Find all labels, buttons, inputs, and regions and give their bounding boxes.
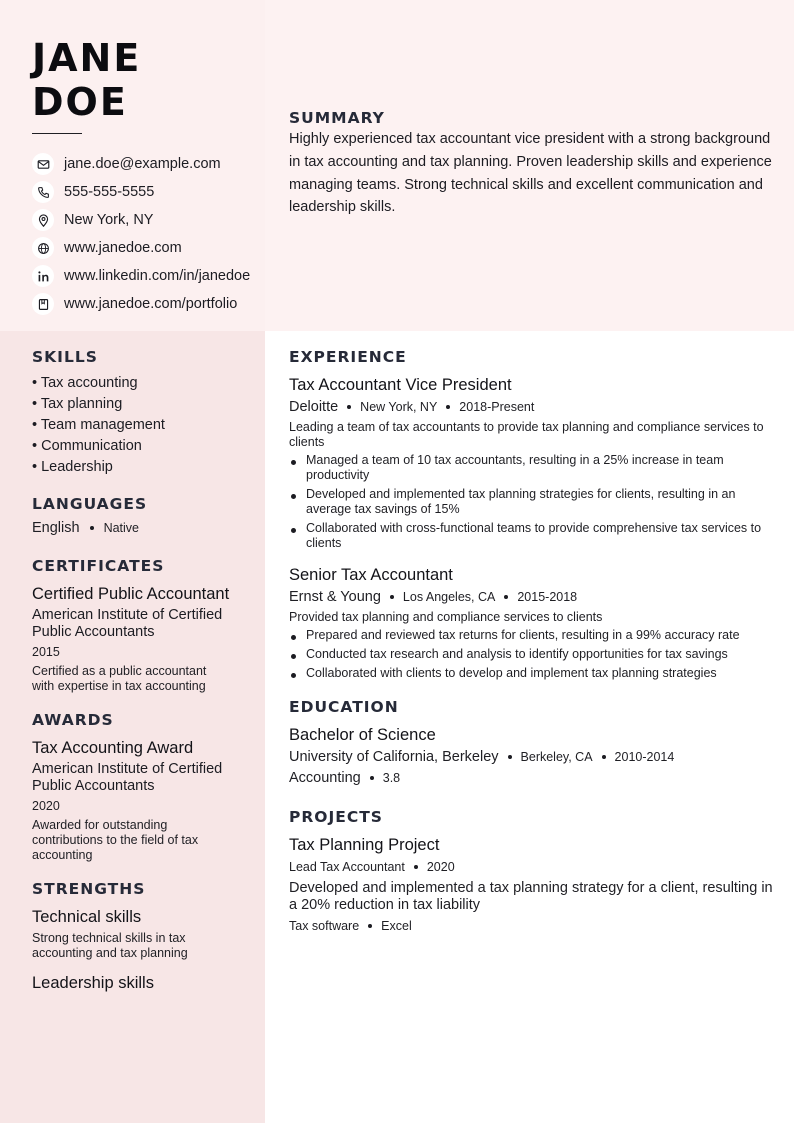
- strength-name: Leadership skills: [32, 974, 154, 992]
- job-dates: 2018-Present: [459, 400, 535, 414]
- strength-name: Technical skills: [32, 908, 142, 926]
- separator-dot: [414, 865, 418, 869]
- contact-email-text: jane.doe@example.com: [64, 156, 221, 172]
- contact-location: [32, 206, 264, 234]
- projects-section: [289, 807, 774, 935]
- location-pin-icon: [32, 209, 54, 231]
- job-location: Los Angeles, CA: [402, 590, 496, 604]
- separator-dot: [602, 755, 606, 759]
- education-field-meta: [289, 769, 774, 787]
- strengths-heading: STRENGTHS: [32, 880, 146, 898]
- separator-dot: [446, 405, 450, 409]
- separator-dot: [390, 595, 394, 599]
- degree: Bachelor of Science: [289, 726, 436, 744]
- award-issuer: American Institute of Certified Public Accountants: [32, 761, 223, 794]
- award-name: Tax Accounting Award: [32, 739, 194, 757]
- skills-heading: SKILLS: [32, 348, 98, 366]
- job-entry: [289, 375, 774, 551]
- certificates-heading: CERTIFICATES: [32, 557, 165, 575]
- project-year: 2020: [426, 860, 455, 874]
- strengths-section: [32, 879, 232, 993]
- awards-heading: AWARDS: [32, 711, 114, 729]
- contact-portfolio[interactable]: [32, 290, 264, 318]
- job-location: New York, NY: [360, 400, 438, 414]
- education-heading: EDUCATION: [289, 698, 399, 716]
- skill-item: • Communication: [32, 438, 142, 454]
- job-title: Senior Tax Accountant: [289, 566, 453, 584]
- contact-portfolio-text: www.janedoe.com/portfolio: [64, 296, 238, 312]
- project-tool: Excel: [381, 919, 412, 933]
- separator-dot: [347, 405, 351, 409]
- job-description: Provided tax planning and compliance services to clients: [289, 610, 603, 624]
- language-item: [32, 520, 232, 536]
- globe-icon: [32, 237, 54, 259]
- job-meta: [289, 398, 774, 416]
- job-company: Deloitte: [289, 399, 339, 415]
- job-bullets: [289, 453, 774, 551]
- strength-description: Strong technical skills in tax accounting and tax planning: [32, 931, 188, 960]
- summary-heading: SUMMARY: [289, 109, 385, 127]
- certificate-year: 2015: [32, 645, 60, 659]
- certificate-issuer: American Institute of Certified Public Accountants: [32, 607, 223, 640]
- left-column: [32, 347, 232, 993]
- project-meta: [289, 858, 774, 876]
- project-tools: [289, 917, 774, 935]
- skill-item: • Tax accounting: [32, 375, 138, 391]
- field-of-study: Accounting: [289, 770, 361, 786]
- certificate-description: Certified as a public accountant with expertise in tax accounting: [32, 664, 207, 693]
- experience-section: [289, 347, 774, 681]
- separator-dot: [370, 776, 374, 780]
- portfolio-icon: [32, 293, 54, 315]
- school: University of California, Berkeley: [289, 749, 499, 765]
- skill-item: • Team management: [32, 417, 165, 433]
- languages-section: [32, 494, 232, 536]
- awards-section: [32, 710, 232, 863]
- linkedin-icon: [32, 265, 54, 287]
- award-year: 2020: [32, 799, 60, 813]
- summary-text: Highly experienced tax accountant vice president with a strong background in tax accounting and tax planning. Proven leadership skills and experience managing teams. Strong technical skills and excellent communication and leadership skills.: [289, 131, 772, 216]
- separator-dot: [368, 924, 372, 928]
- education-dates: 2010-2014: [614, 750, 675, 764]
- languages-heading: LANGUAGES: [32, 495, 148, 513]
- name-divider: [32, 133, 82, 134]
- gpa: 3.8: [382, 771, 401, 785]
- job-title: Tax Accountant Vice President: [289, 376, 512, 394]
- skill-item: • Tax planning: [32, 396, 123, 412]
- language-level: Native: [103, 521, 139, 535]
- school-location: Berkeley, CA: [520, 750, 593, 764]
- project-tool: Tax software: [289, 919, 360, 933]
- summary-section: [289, 108, 774, 219]
- project-name: Tax Planning Project: [289, 836, 440, 854]
- education-section: [289, 697, 774, 787]
- skills-section: [32, 347, 232, 478]
- job-bullet: Prepared and reviewed tax returns for clients, resulting in a 99% accuracy rate: [289, 628, 774, 643]
- certificate-name: Certified Public Accountant: [32, 585, 230, 603]
- project-role: Lead Tax Accountant: [289, 860, 405, 874]
- language-name: English: [32, 520, 80, 536]
- contact-linkedin[interactable]: [32, 262, 264, 290]
- job-dates: 2015-2018: [517, 590, 578, 604]
- job-bullet: Collaborated with cross-functional teams to provide comprehensive tax services to clients: [289, 521, 774, 551]
- award-description: Awarded for outstanding contributions to the field of tax accounting: [32, 818, 199, 862]
- separator-dot: [508, 755, 512, 759]
- job-bullet: Managed a team of 10 tax accountants, resulting in a 25% increase in team productivity: [289, 453, 774, 483]
- projects-heading: PROJECTS: [289, 808, 383, 826]
- project-description: Developed and implemented a tax planning strategy for a client, resulting in a 20% reduction in tax liability: [289, 880, 773, 913]
- job-bullet: Developed and implemented tax planning strategies for clients, resulting in an average tax savings of 15%: [289, 487, 774, 517]
- job-meta: [289, 588, 774, 606]
- job-entry: [289, 565, 774, 681]
- phone-icon: [32, 181, 54, 203]
- job-company: Ernst & Young: [289, 589, 381, 605]
- contact-list: [32, 150, 264, 318]
- experience-heading: EXPERIENCE: [289, 348, 407, 366]
- job-bullet: Collaborated with clients to develop and implement tax planning strategies: [289, 666, 774, 681]
- skill-item: • Leadership: [32, 459, 113, 475]
- job-bullets: [289, 628, 774, 681]
- contact-website[interactable]: [32, 234, 264, 262]
- right-column: [289, 347, 774, 935]
- contact-linkedin-text: www.linkedin.com/in/janedoe: [64, 268, 251, 284]
- separator-dot: [90, 526, 94, 530]
- education-meta: [289, 748, 774, 766]
- first-name: JANE: [32, 36, 142, 80]
- contact-email[interactable]: [32, 150, 264, 178]
- last-name: DOE: [32, 80, 128, 124]
- job-description: Leading a team of tax accountants to provide tax planning and compliance services to clients: [289, 420, 764, 449]
- certificates-section: [32, 556, 232, 694]
- job-bullet: Conducted tax research and analysis to identify opportunities for tax savings: [289, 647, 774, 662]
- contact-phone[interactable]: [32, 178, 264, 206]
- mail-icon: [32, 153, 54, 175]
- separator-dot: [504, 595, 508, 599]
- candidate-name: [32, 36, 252, 124]
- contact-location-text: New York, NY: [64, 212, 154, 228]
- contact-phone-text: 555-555-5555: [64, 184, 155, 200]
- contact-website-text: www.janedoe.com: [64, 240, 182, 256]
